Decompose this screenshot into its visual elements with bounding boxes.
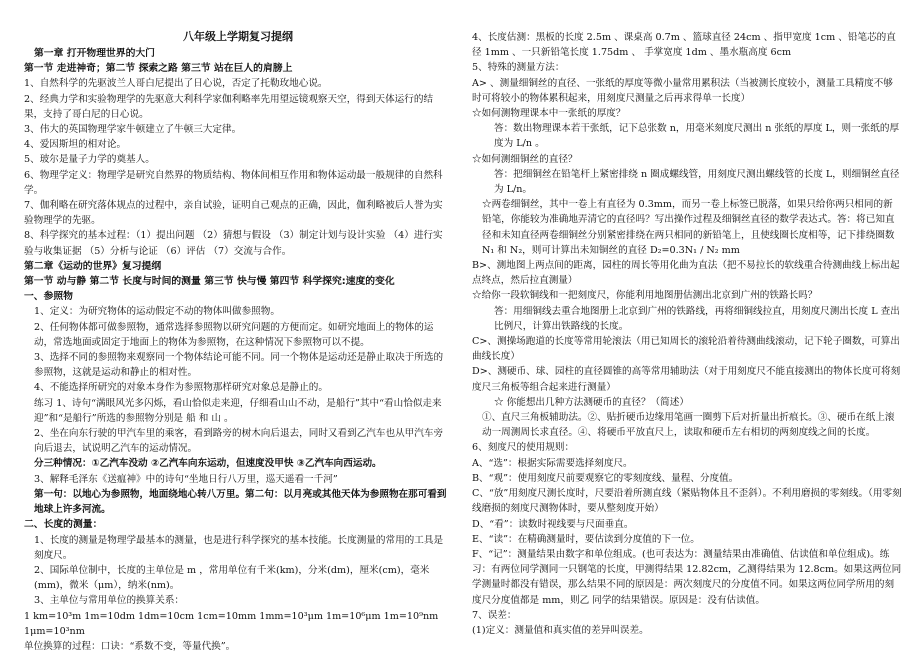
right-text-line: B>、测地图上两点间的距离，园柱的周长等用化曲为直法（把不易拉长的软线重合待测曲线上标出起点终点，然后拉直测量） [472,260,900,287]
right-text-line: E、“读”：在精确测量时，要估读到分度值的下一位。 [472,533,700,545]
right-text-line: A> 、测量细铜丝的直径、一张纸的厚度等微小量常用累积法（当被测长度较小，测量工具精度不够时可将较小的物体累积起来，用刻度尺测量之后再求得单一长度） [472,77,893,104]
right-text-line: 6、刻度尺的使用规则： [472,442,575,454]
left-text-line: 1、定义：为研究物体的运动假定不动的物体叫做参照物。 [34,306,280,318]
left-text-line: 2、坐在向东行驶的甲汽车里的乘客，看到路旁的树木向后退去，同时又看到乙汽车也从甲汽车旁向后退去，试说明乙汽车的运动情况。 [34,428,444,455]
left-text-line: 单位换算的过程：口诀：“系数不变，等量代换”。 [24,640,236,652]
right-text-line: F、“记”：测量结果由数字和单位组成。(也可表达为：测量结果由准确值、估读值和单位组成)。练习：有两位同学测同一只钢笔的长度，甲测得结果 12.82cm，乙测得结果为 12.8cm。如果这两位同学测量时都没有错误，那么结果不同的原因是：两次刻度尺的分度值不同。如果这两位同学所用的刻度尺分度值都是 mm，则乙 同学的结果错误。原因是：没有估读值。 [472,548,902,606]
right-text-line: ☆ 你能想出几种方法测硬币的直径？（简述） [494,396,689,408]
right-text-line: (1)定义：测量值和真实值的差异叫误差。 [472,624,649,636]
left-text-line: 练习 1、诗句“满眼风光多闪烁，看山恰似走来迎，仔细看山山不动，是船行”其中“看山恰似走来迎”和“是船行”所选的参照物分别是 船 和 山 。 [34,397,442,424]
left-column-body [24,46,452,654]
left-text-line: 2、经典力学和实验物理学的先驱意大利科学家伽利略率先用望远镜观察天空，得到天体运行的结果，支持了哥白尼的日心说。 [24,93,434,120]
right-text-line: 7、误差： [472,609,517,621]
left-text-line: 1、自然科学的先驱波兰人哥白尼提出了日心说，否定了托勒玫地心说。 [24,78,328,90]
left-text-line: 第一章 打开物理世界的大门 [34,48,155,59]
left-text-line: 第一节 动与静 第二节 长度与时间的测量 第三节 快与慢 第四节 科学探究:速度的变化 [24,276,395,288]
left-text-line: 3、伟大的英国物理学家牛顿建立了牛顿三大定律。 [24,124,242,136]
left-text-line: 1 km=10³m 1m=10dm 1dm=10cm 1cm=10mm 1mm=10³μm 1m=10⁶μm 1m=10⁹nm 1μm=10³nm [24,610,439,637]
left-column [24,30,452,654]
left-text-line: 6、物理学定义：物理学是研究自然界的物质结构、物体间相互作用和物体运动最一般规律的自然科学。 [24,169,443,196]
right-text-line: 4、长度估测：黑板的长度 2.5m 、课桌高 0.7m 、篮球直径 24cm 、指甲宽度 1cm 、铅笔芯的直径 1mm 、一只新铅笔长度 1.75dm 、 手掌宽度 1dm 、墨水瓶高度 6cm [472,32,896,59]
right-text-line: ☆如何测细铜丝的直径？ [472,153,578,165]
right-text-line: ☆两卷细铜丝，其中一卷上有直径为 0.3mm，而另一卷上标签已脱落，如果只给你两只相同的新铅笔，你能较为准确地弄清它的直径吗？写出操作过程及细铜丝直径的数学表达式。答：将已知直径和未知直径两卷细铜丝分别紧密排绕在两只相同的新铅笔上，且使线圈长度相等，记下排绕圈数 N₁ 和 N₂，则可计算出未知铜丝的直径 D₂=0.3N₁ / N₂ mm [482,199,895,256]
right-text-line: 5、特殊的测量方法： [472,62,565,74]
left-text-line: 二、长度的测量： [24,519,103,531]
left-text-line: 5、玻尔是量子力学的奠基人。 [24,154,155,166]
left-text-line: 4、不能选择所研究的对象本身作为参照物那样研究对象总是静止的。 [34,382,328,394]
right-column-body [472,30,902,638]
right-text-line: C、“放”用刻度尺测长度时，尺要沿着所测直线（紧贴物体且不歪斜）。不利用磨损的零刻线。（用零刻线磨损的刻度尺测物体时，要从整刻度开始） [472,488,902,515]
right-text-line: 答：把细铜丝在铅笔杆上紧密排绕 n 圈成螺线管，用刻度尺测出螺线管的长度 L，则细铜丝直径为 L/n。 [494,168,900,196]
right-text-line: 答：数出物理课本若干张纸，记下总张数 n，用毫米刻度尺测出 n 张纸的厚度 L，则一张纸的厚度为 L/n 。 [494,123,900,150]
right-text-line: D、“看”：读数时视线要与尺面垂直。 [472,518,634,530]
document-title: 八年级上学期复习提纲 [183,30,293,43]
left-text-line: 7、伽利略在研究落体规点的过程中，亲自试验，证明自己观点的正确，因此，伽利略被后人誉为实验物理学的先驱。 [24,200,443,227]
left-text-line: 第一句：以地心为参照物，地面绕地心转八万里。第二句：以月亮或其他天体为参照物在那可看到地球上许多河流。 [34,488,447,516]
left-text-line: 2、国际单位制中，长度的主单位是 m ，常用单位有千米(km)，分米(dm)，厘米(cm)，毫米(mm)，微米（μm），纳米(nm)。 [34,564,430,592]
left-text-line: 3、选择不同的参照物来观察同一个物体结论可能不同。同一个物体是运动还是静止取决于所选的参照物，这就是运动和静止的相对性。 [34,352,444,379]
left-text-line: 一、参照物 [24,291,73,303]
right-text-line: 答：用细铜线去重合地图册上北京到广州的铁路线，再将细铜线拉直，用刻度尺测出长度 L 查出比例尺，计算出铁路线的长度。 [494,305,900,332]
left-text-line: 第二章《运动的世界》复习提纲 [24,260,162,272]
right-text-line: ☆给你一段软铜线和一把刻度尺，你能利用地图册估测出北京到广州的铁路长吗？ [472,290,818,302]
left-text-line: 1、长度的测量是物理学最基本的测量，也是进行科学探究的基本技能。长度测量的常用的工具是刻度尺。 [34,534,444,561]
left-text-line: 8、科学探究的基本过程：（1）提出问题 （2）猜想与假设 （3）制定计划与设计实验 （4）进行实验与收集证据 （5）分析与论证 （6）评估 （7）交流与合作。 [24,230,443,257]
left-text-line: 3、主单位与常用单位的换算关系： [34,595,185,607]
right-text-line: D>、测硬币、球、园柱的直径圆锥的高等常用辅助法（对于用刻度尺不能直接测出的物体长度可将刻度尺三角板等组合起来进行测量） [472,366,901,393]
right-column [472,30,902,638]
left-text-line: 2、任何物体都可做参照物，通常选择参照物以研究问题的方便而定。如研究地面上的物体的运动，常选地面或固定于地面上的物体为参照物，在这种情况下参照物可以不提。 [34,321,434,348]
left-text-line: 3、解释毛泽东《送瘟神》中的诗句“坐地日行八万里，巡天遥看一千河” [34,473,338,485]
right-text-line: C>、测操场跑道的长度等常用轮滚法（用已知周长的滚轮沿着待测曲线滚动，记下轮子圈数，可算出曲线长度） [472,336,900,363]
left-text-line: 分三种情况：①乙汽车没动 ②乙汽车向东运动，但速度没甲快 ③乙汽车向西运动。 [34,458,382,470]
left-text-line: 第一节 走进神奇；第二节 探索之路 第三节 站在巨人的肩膀上 [24,63,293,75]
left-text-line: 4、爱因斯坦的相对论。 [24,139,127,151]
right-text-line: A、“选”：根据实际需要选择刻度尺。 [472,457,633,469]
right-text-line: ☆如何测物理课本中一张纸的厚度？ [472,108,626,120]
right-text-line: ①、直尺三角板辅助法。②、贴折硬币边缘用笔画一圈剪下后对折量出折痕长。③、硬币在纸上滚动一周测周长求直径。④、将硬币平放直尺上，读取和硬币左右相切的两刻度线之间的长度。 [482,412,895,439]
right-text-line: B、“观”：使用刻度尺前要观察它的零刻度线、量程、分度值。 [472,472,739,484]
